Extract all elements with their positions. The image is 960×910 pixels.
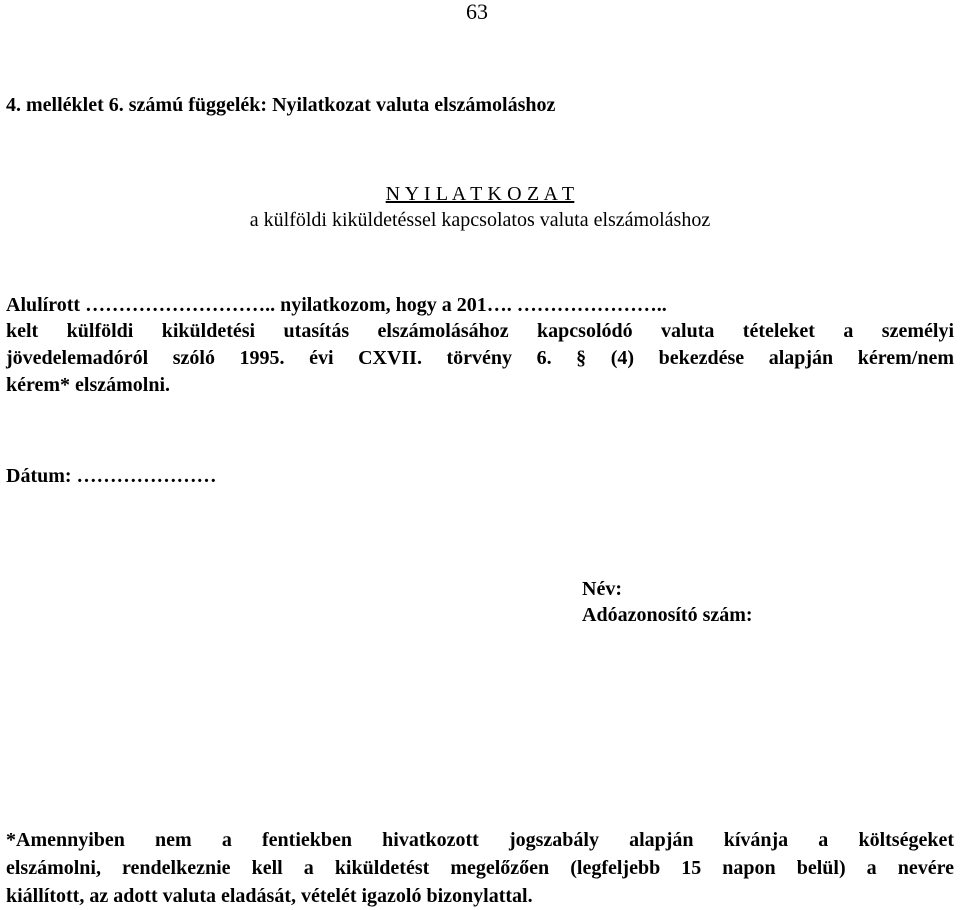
tax-id-label: Adóazonosító szám: — [582, 604, 753, 626]
footnote — [6, 826, 954, 910]
name-label: Név: — [582, 578, 622, 600]
footnote-line-3: kiállított, az adott valuta eladását, vételét igazoló bizonylattal. — [6, 885, 533, 907]
declaration-line-3: jövedelemadóról szóló 1995. évi CXVII. törvény 6. § (4) bekezdése alapján kérem/nem — [6, 347, 954, 369]
footnote-line-1: *Amennyiben nem a fentiekben hivatkozott jogszabály alapján kívánja a költségeket — [6, 829, 954, 851]
appendix-heading: 4. melléklet 6. számú függelék: Nyilatkozat valuta elszámoláshoz — [6, 94, 556, 116]
declaration-line-2: kelt külföldi kiküldetési utasítás elszámolásához kapcsolódó valuta tételeket a személyi — [6, 320, 954, 342]
declaration-line-4: kérem* elszámolni. — [6, 374, 171, 396]
document-title: N Y I L A T K O Z A T — [385, 183, 575, 205]
date-field: Dátum: ………………… — [6, 465, 217, 487]
declaration-body — [6, 318, 954, 399]
document-subtitle: a külföldi kiküldetéssel kapcsolatos valuta elszámoláshoz — [249, 209, 711, 231]
declaration-line-1: Alulírott ……………………….. nyilatkozom, hogy a 201…. ………………….. — [6, 294, 667, 316]
footnote-line-2: elszámolni, rendelkeznie kell a kiküldetést megelőzően (legfeljebb 15 napon belül) a nevére — [6, 857, 954, 879]
page-number: 63 — [466, 0, 488, 24]
